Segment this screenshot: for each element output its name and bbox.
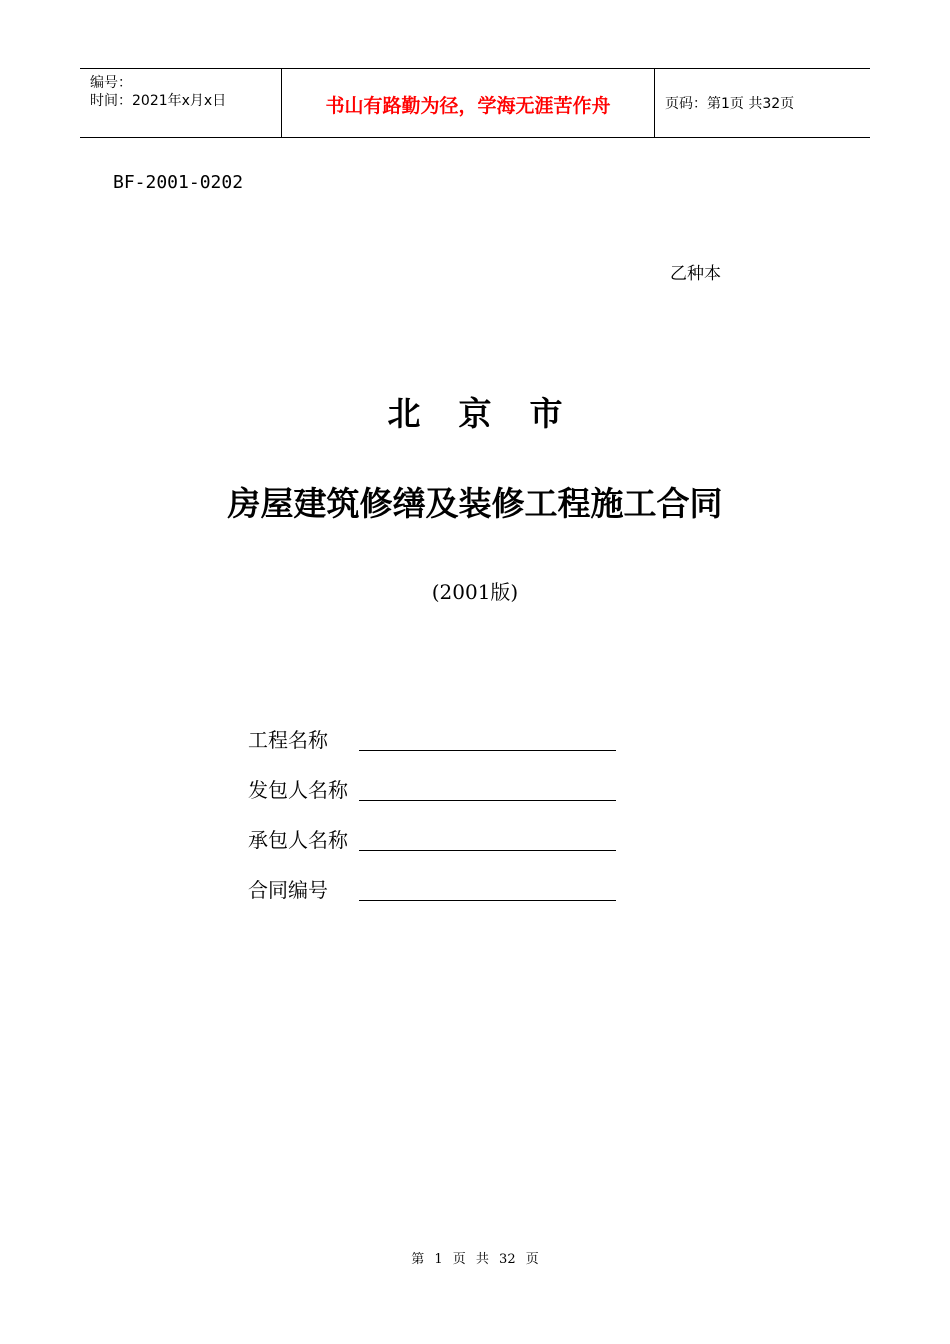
doc-time-label: 时间：2021年x月x日 bbox=[90, 93, 227, 109]
document-variant: 乙种本 bbox=[670, 264, 721, 284]
field-contract-number bbox=[248, 874, 618, 904]
contract-title: 房屋建筑修缮及装修工程施工合同 bbox=[227, 484, 723, 523]
field-contractor-name bbox=[248, 824, 618, 854]
field-label: 合同编号 bbox=[248, 878, 328, 902]
field-project-name bbox=[248, 724, 618, 754]
document-code: BF-2001-0202 bbox=[113, 172, 244, 193]
edition-label: (2001版) bbox=[431, 580, 519, 604]
field-label: 工程名称 bbox=[248, 728, 328, 752]
field-label: 发包人名称 bbox=[248, 778, 348, 802]
header-motto: 书山有路勤为径，学海无涯苦作舟 bbox=[325, 95, 611, 117]
fill-in-line[interactable] bbox=[359, 850, 616, 851]
field-label: 承包人名称 bbox=[248, 828, 348, 852]
header-page-cell bbox=[655, 69, 870, 137]
header-meta-cell bbox=[80, 69, 282, 137]
city-heading: 北京市 bbox=[387, 394, 601, 433]
page-footer: 第 1 页 共 32 页 bbox=[411, 1252, 539, 1267]
header-motto-cell bbox=[282, 69, 655, 137]
doc-number-label: 编号： bbox=[90, 75, 132, 91]
field-employer-name bbox=[248, 774, 618, 804]
fill-in-line[interactable] bbox=[359, 900, 616, 901]
header-table bbox=[80, 68, 870, 138]
fill-in-line[interactable] bbox=[359, 750, 616, 751]
fill-in-line[interactable] bbox=[359, 800, 616, 801]
header-page-info: 页码：第1页 共32页 bbox=[665, 96, 795, 112]
